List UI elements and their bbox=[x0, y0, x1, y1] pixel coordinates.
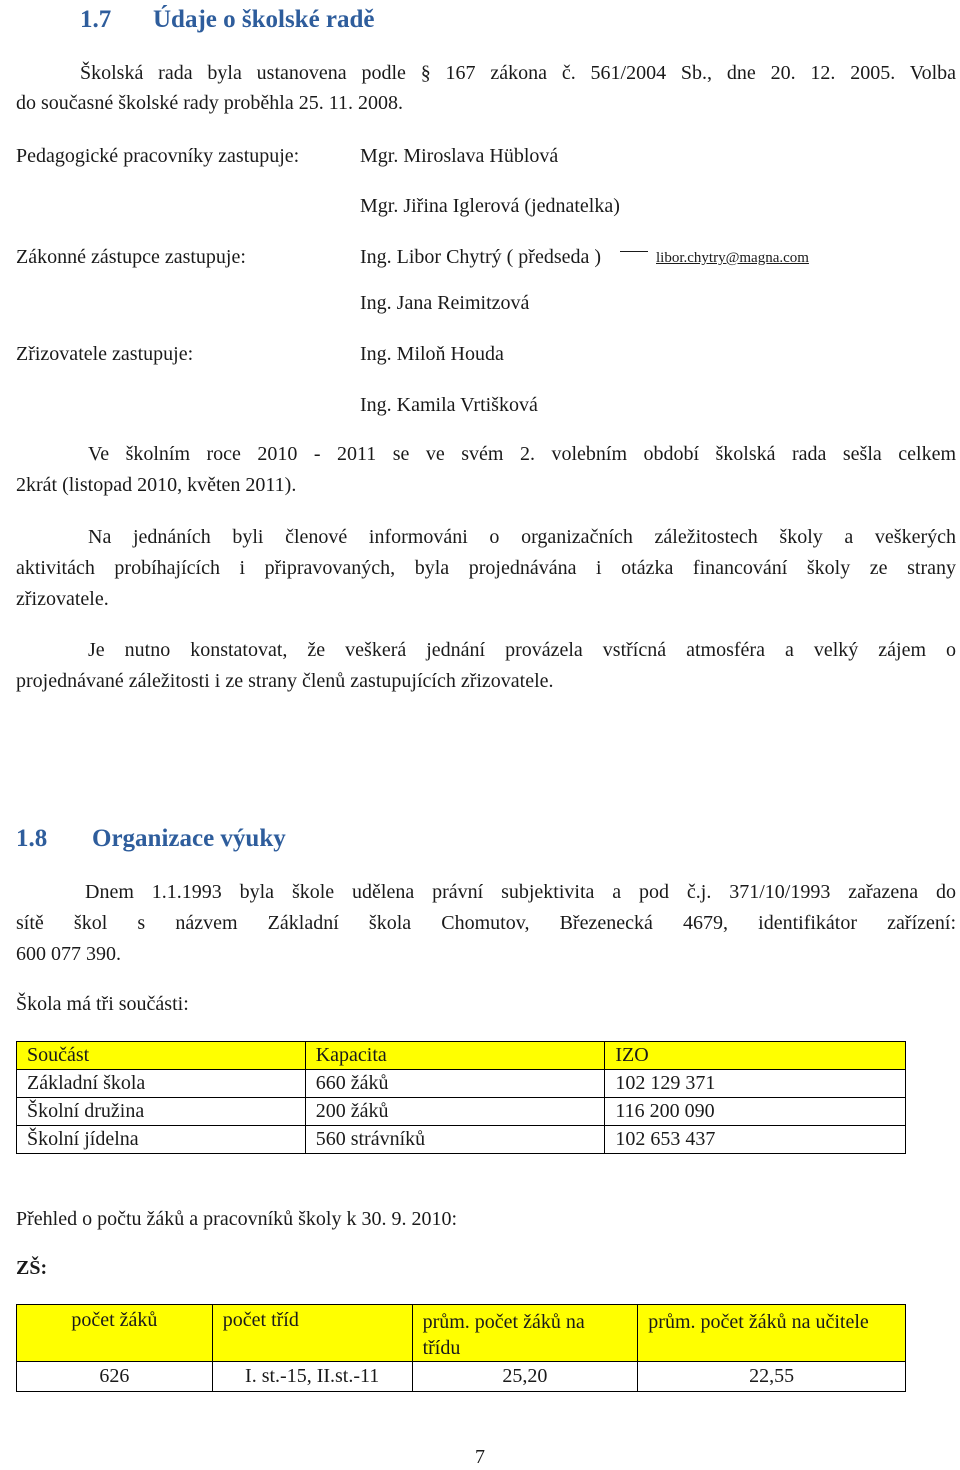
table-cell: 102 653 437 bbox=[605, 1126, 906, 1154]
table-cell: 660 žáků bbox=[305, 1070, 605, 1098]
intro-line-1: Školská rada byla ustanovena podle § 167 zákona č. 561/2004 Sb., dne 20. 12. 2005. Volba bbox=[80, 62, 956, 84]
table-header-cell: počet žáků bbox=[17, 1305, 213, 1362]
meetings-paragraph-line-2: aktivitách probíhajících i připravovaných, byla projednávána i otázka financování školy ze strany bbox=[16, 557, 956, 579]
table-cell: 560 strávníků bbox=[305, 1126, 605, 1154]
atmosphere-paragraph-line-1: Je nutno konstatovat, že veškerá jednání provázela vstřícná atmosféra a velký zájem o bbox=[88, 639, 956, 661]
table-cell: I. st.-15, II.st.-11 bbox=[212, 1362, 412, 1392]
intro-line-2: do současné školské rady proběhla 25. 11. 2008. bbox=[16, 92, 403, 114]
table-header-row bbox=[17, 1042, 906, 1070]
subjectivity-line-1: Dnem 1.1.1993 byla škole udělena právní subjektivita a pod č.j. 371/10/1993 zařazena do bbox=[85, 881, 956, 903]
legal-member: Ing. Libor Chytrý ( předseda ) bbox=[360, 246, 602, 268]
section-1-8-number: 1.8 bbox=[16, 825, 48, 852]
school-parts-table bbox=[16, 1041, 906, 1154]
table-cell: Školní družina bbox=[17, 1098, 306, 1126]
parts-heading: Škola má tři součásti: bbox=[16, 993, 189, 1015]
table-header-cell: IZO bbox=[605, 1042, 906, 1070]
student-stats-table bbox=[16, 1304, 906, 1392]
table-header-cell: prům. počet žáků na třídu bbox=[412, 1305, 638, 1362]
ped-member-1: Mgr. Miroslava Hüblová bbox=[360, 145, 559, 167]
table-cell: 200 žáků bbox=[305, 1098, 605, 1126]
table-row bbox=[17, 1362, 906, 1392]
council-paragraph-line-1: Ve školním roce 2010 - 2011 se ve svém 2. volebním období školská rada sešla celkem bbox=[88, 443, 956, 465]
section-1-7-number: 1.7 bbox=[80, 6, 112, 33]
section-1-7-title: Údaje o školské radě bbox=[153, 6, 375, 33]
table-header-cell: Kapacita bbox=[305, 1042, 605, 1070]
table-header-cell: Součást bbox=[17, 1042, 306, 1070]
atmosphere-paragraph-line-2: projednávané záležitosti i ze strany členů zastupujících zřizovatele. bbox=[16, 670, 554, 692]
subjectivity-line-2: sítě škol s názvem Základní škola Chomutov, Březenecká 4679, identifikátor zařízení: bbox=[16, 912, 956, 934]
subjectivity-line-3: 600 077 390. bbox=[16, 943, 121, 965]
page-number: 7 bbox=[475, 1446, 485, 1468]
legal-label: Zákonné zástupce zastupuje: bbox=[16, 246, 246, 268]
founder-member-1: Ing. Miloň Houda bbox=[360, 343, 504, 365]
table-cell: Základní škola bbox=[17, 1070, 306, 1098]
overview-heading: Přehled o počtu žáků a pracovníků školy k 30. 9. 2010: bbox=[16, 1208, 458, 1230]
founder-member-2: Ing. Kamila Vrtišková bbox=[360, 394, 538, 416]
meetings-paragraph-line-3: zřizovatele. bbox=[16, 588, 109, 610]
founder-label: Zřizovatele zastupuje: bbox=[16, 343, 194, 365]
legal-email-link[interactable]: libor.chytry@magna.com bbox=[656, 250, 809, 266]
table-header-cell: počet tříd bbox=[212, 1305, 412, 1362]
section-1-8-title: Organizace výuky bbox=[92, 825, 286, 852]
table-cell: 116 200 090 bbox=[605, 1098, 906, 1126]
zs-label: ZŠ: bbox=[16, 1257, 48, 1279]
table-header-cell: prům. počet žáků na učitele bbox=[638, 1305, 906, 1362]
table-cell: 22,55 bbox=[638, 1362, 906, 1392]
council-paragraph-line-2: 2krát (listopad 2010, květen 2011). bbox=[16, 474, 297, 496]
table-row bbox=[17, 1070, 906, 1098]
table-cell: 626 bbox=[17, 1362, 213, 1392]
table-row bbox=[17, 1126, 906, 1154]
legal-member-2: Ing. Jana Reimitzová bbox=[360, 292, 530, 314]
meetings-paragraph-line-1: Na jednáních byli členové informováni o organizačních záležitostech školy a veškerých bbox=[88, 526, 956, 548]
table-cell: Školní jídelna bbox=[17, 1126, 306, 1154]
ped-member-2: Mgr. Jiřina Iglerová (jednatelka) bbox=[360, 195, 620, 217]
table-header-row bbox=[17, 1305, 906, 1362]
dash-separator bbox=[620, 251, 648, 252]
table-row bbox=[17, 1098, 906, 1126]
table-cell: 25,20 bbox=[412, 1362, 638, 1392]
table-cell: 102 129 371 bbox=[605, 1070, 906, 1098]
ped-label: Pedagogické pracovníky zastupuje: bbox=[16, 145, 300, 167]
